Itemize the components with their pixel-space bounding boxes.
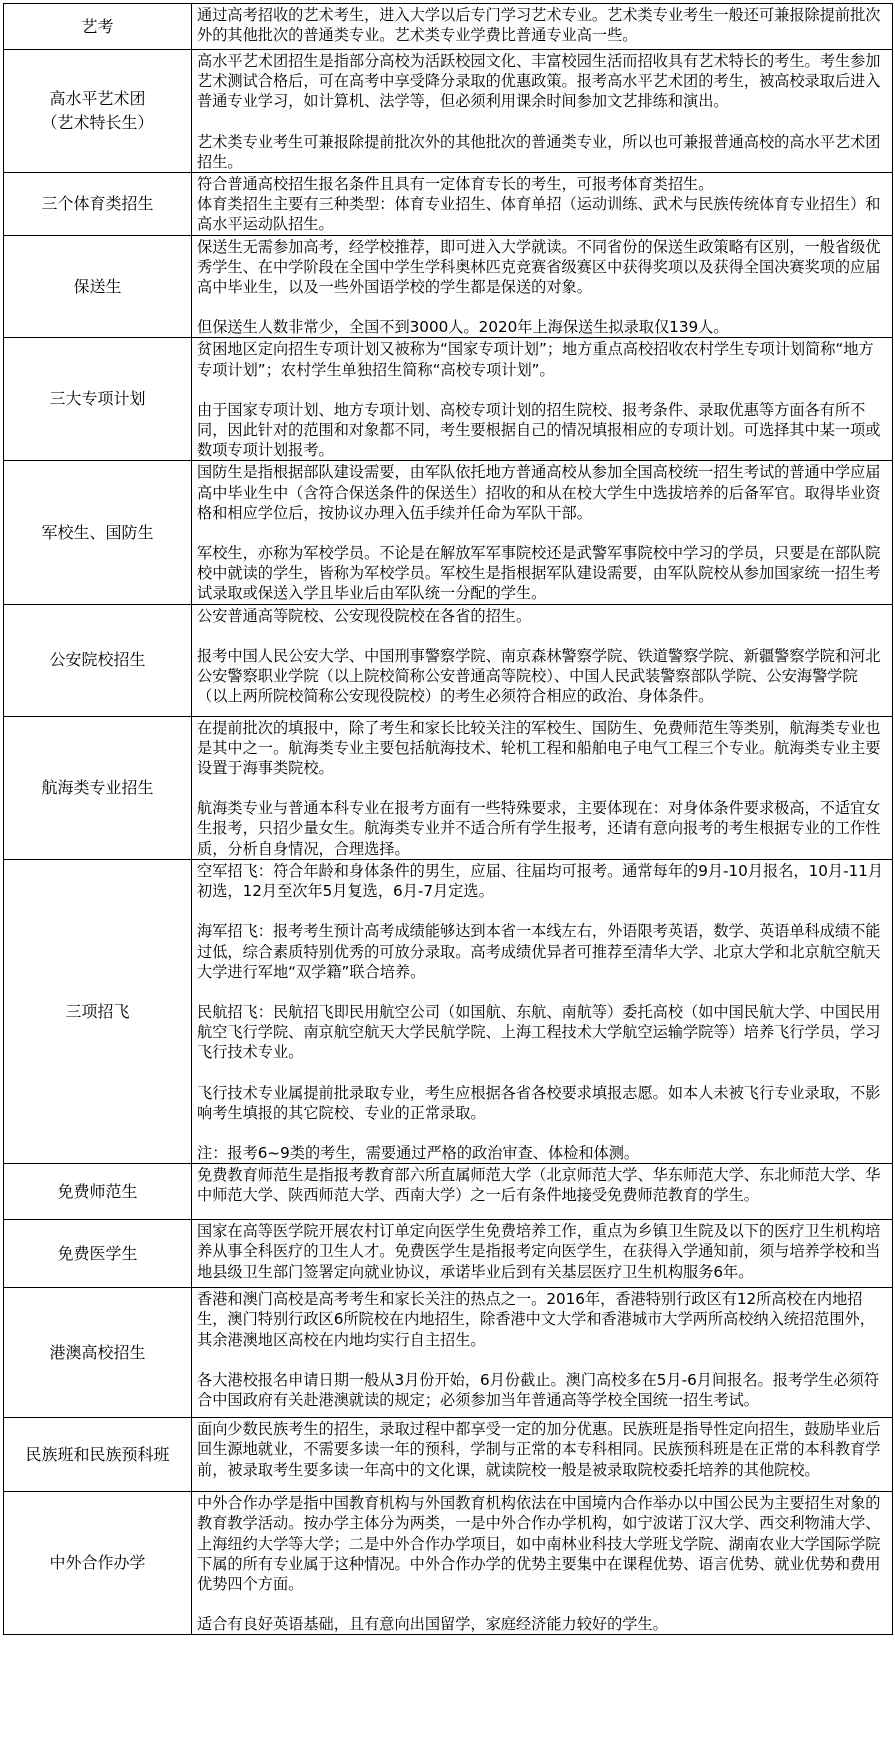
description-paragraph: 由于国家专项计划、地方专项计划、高校专项计划的招生院校、报考条件、录取优惠等方面各有所不同，因此针对的范围和对象都不同，考生要根据自己的情况填报相应的专项计划。可选择其中某一项或数项专项计划报考。 [197, 400, 881, 460]
category-cell: 民族班和民族预科班 [4, 1418, 192, 1492]
description-paragraph: 中外合作办学是指中国教育机构与外国教育机构依法在中国境内合作举办以中国公民为主要招生对象的教育教学活动。按办学主体分为两类，一是中外合作办学机构，如宁波诺丁汉大学、西交利物浦大学、上海纽约大学等大学；二是中外合作办学项目，如中南林业科技大学班戈学院、湖南农业大学国际学院下属的所有专业属于这种情况。中外合作办学的优势主要集中在课程优势、语言优势、就业优势和费用优势四个方面。 [197, 1494, 881, 1593]
description-cell [192, 859, 893, 1163]
category-cell: 艺考 [4, 4, 192, 50]
category-cell: 三个体育类招生 [4, 173, 192, 236]
description-cell [192, 604, 893, 716]
table-row [4, 1164, 893, 1220]
category-cell: 港澳高校招生 [4, 1288, 192, 1418]
table-row [4, 1492, 893, 1635]
paragraph-gap [197, 523, 888, 543]
table-row [4, 50, 893, 173]
table-row [4, 235, 893, 338]
description-paragraph: 民航招飞：民航招飞即民用航空公司（如国航、东航、南航等）委托高校（如中国民航大学、中国民用航空飞行学院、南京航空航天大学民航学院、上海工程技术大学航空运输学院等）培养飞行学员，学习飞行技术专业。 [197, 1002, 881, 1062]
description-paragraph: 注：报考6~9类的考生，需要通过严格的政治审查、体检和体测。 [197, 1143, 640, 1162]
table-row [4, 461, 893, 604]
paragraph-gap [197, 1350, 888, 1370]
category-cell: 军校生、国防生 [4, 461, 192, 604]
category-cell: 航海类专业招生 [4, 716, 192, 859]
category-cell: 免费医学生 [4, 1220, 192, 1288]
category-cell: 三项招飞 [4, 859, 192, 1163]
admission-types-table [3, 3, 893, 1635]
description-paragraph: 贫困地区定向招生专项计划又被称为“国家专项计划”；地方重点高校招收农村学生专项计划简称“地方专项计划”；农村学生单独招生简称“高校专项计划”。 [197, 340, 874, 379]
description-paragraph: 但保送生人数非常少，全国不到3000人。2020年上海保送生拟录取仅139人。 [197, 318, 729, 337]
description-cell [192, 235, 893, 338]
description-paragraph: 符合普通高校招生报名条件且具有一定体育专长的考生，可报考体育类招生。 [197, 175, 714, 194]
description-cell [192, 338, 893, 461]
description-paragraph: 通过高考招收的艺术考生，进入大学以后专门学习艺术专业。艺术类专业考生一般还可兼报除提前批次外的其他批次的普通类专业。艺术类专业学费比普通专业高一些。 [197, 6, 881, 45]
table-row [4, 173, 893, 236]
description-paragraph: 艺术类专业考生可兼报除提前批次外的其他批次的普通类专业，所以也可兼报普通高校的高水平艺术团招生。 [197, 132, 881, 171]
description-paragraph: 国家在高等医学院开展农村订单定向医学生免费培养工作，重点为乡镇卫生院及以下的医疗卫生机构培养从事全科医疗的卫生人才。免费医学生是指报考定向医学生，在获得入学通知前，须与培养学校和当地县级卫生部门签署定向就业协议，承诺毕业后到有关基层医疗卫生机构服务6年。 [197, 1222, 881, 1281]
description-cell [192, 1164, 893, 1220]
paragraph-gap [197, 1123, 888, 1143]
description-cell [192, 4, 893, 50]
category-line: 高水平艺术团 [49, 89, 146, 108]
table-row [4, 338, 893, 461]
description-cell [192, 1492, 893, 1635]
category-cell: 中外合作办学 [4, 1492, 192, 1635]
description-cell [192, 461, 893, 604]
table-row [4, 1220, 893, 1288]
paragraph-gap [197, 1063, 888, 1083]
category-line: （艺术特长生） [41, 113, 154, 132]
paragraph-gap [197, 982, 888, 1002]
table-row [4, 1288, 893, 1418]
table-row [4, 859, 893, 1163]
table-body [4, 4, 893, 1635]
description-paragraph: 国防生是指根据部队建设需要，由军队依托地方普通高校从参加全国高校统一招生考试的普通中学应届高中毕业生中（含符合保送条件的保送生）招收的和从在校大学生中选拔培养的后备军官。取得毕业资格和相应学位后，按协议办理入伍手续并任命为军队干部。 [197, 463, 881, 522]
category-cell: 三大专项计划 [4, 338, 192, 461]
description-paragraph: 海军招飞：报考考生预计高考成绩能够达到本省一本线左右，外语限考英语，数学、英语单科成绩不能过低，综合素质特别优秀的可放分录取。高考成绩优异者可推荐至清华大学、北京大学和北京航空航天大学进行军地“双学籍”联合培养。 [197, 922, 881, 981]
description-paragraph: 飞行技术专业属提前批录取专业，考生应根据各省各校要求填报志愿。如本人未被飞行专业录取，不影响考生填报的其它院校、专业的正常录取。 [197, 1083, 881, 1122]
description-cell [192, 50, 893, 173]
description-paragraph: 免费教育师范生是指报考教育部六所直属师范大学（北京师范大学、华东师范大学、东北师范大学、华中师范大学、陕西师范大学、西南大学）之一后有条件地接受免费师范教育的学生。 [197, 1166, 881, 1205]
table-row [4, 716, 893, 859]
description-paragraph: 各大港校报名申请日期一般从3月份开始，6月份截止。澳门高校多在5月-6月间报名。报考学生必须符合中国政府有关赴港澳就读的规定；必须参加当年普通高等学校全国统一招生考试。 [197, 1370, 880, 1409]
paragraph-gap [197, 778, 888, 798]
paragraph-gap [197, 626, 888, 646]
paragraph-gap [197, 901, 888, 921]
category-cell: 保送生 [4, 235, 192, 338]
description-cell [192, 1288, 893, 1418]
description-paragraph: 保送生无需参加高考，经学校推荐，即可进入大学就读。不同省份的保送生政策略有区别，一般省级优秀学生、在中学阶段在全国中学生学科奥林匹克竞赛省级赛区中获得奖项以及获得全国决赛奖项的应届高中毕业生，以及一些外国语学校的学生都是保送的对象。 [197, 237, 881, 297]
table-row [4, 4, 893, 50]
description-cell [192, 1418, 893, 1492]
description-paragraph: 军校生，亦称为军校学员。不论是在解放军军事院校还是武警军事院校中学习的学员，只要是在部队院校中就读的学生，皆称为军校学员。军校生是指根据军队建设需要，由军队院校从参加国家统一招生考试录取或保送入学且毕业后由军队统一分配的学生。 [197, 544, 881, 603]
description-cell [192, 716, 893, 859]
description-cell [192, 1220, 893, 1288]
description-paragraph: 香港和澳门高校是高考考生和家长关注的热点之一。2016年，香港特别行政区有12所高校在内地招生，澳门特别行政区6所院校在内地招生，除香港中文大学和香港城市大学两所高校纳入统招范围外，其余港澳地区高校在内地均实行自主招生。 [197, 1290, 875, 1349]
description-paragraph: 空军招飞：符合年龄和身体条件的男生，应届、往届均可报考。通常每年的9月-10月报名，10月-11月初选，12月至次年5月复选，6月-7月定选。 [197, 861, 884, 901]
description-paragraph: 高水平艺术团招生是指部分高校为活跃校园文化、丰富校园生活而招收具有艺术特长的考生。考生参加艺术测试合格后，可在高考中享受降分录取的优惠政策。报考高水平艺术团的考生，被高校录取后进入普通专业学习，如计算机、法学等，但必须利用课余时间参加文艺排练和演出。 [197, 52, 881, 111]
paragraph-gap [197, 1594, 888, 1614]
category-cell: 免费师范生 [4, 1164, 192, 1220]
description-paragraph: 在提前批次的填报中，除了考生和家长比较关注的军校生、国防生、免费师范生等类别，航海类专业也是其中之一。航海类专业主要包括航海技术、轮机工程和船舶电子电气工程三个专业。航海类专业主要设置于海事类院校。 [197, 718, 881, 778]
description-paragraph: 报考中国人民公安大学、中国刑事警察学院、南京森林警察学院、铁道警察学院、新疆警察学院和河北公安警察职业学院（以上院校简称公安普通高等院校）、中国人民武装警察部队学院、公安海警学院（以上两所院校简称公安现役院校）的考生必须符合相应的政治、身体条件。 [197, 646, 881, 706]
description-paragraph: 体育类招生主要有三种类型：体育专业招生、体育单招（运动训练、武术与民族传统体育专业招生）和高水平运动队招生。 [197, 195, 881, 234]
description-cell [192, 173, 893, 236]
paragraph-gap [197, 112, 888, 132]
description-paragraph: 适合有良好英语基础，且有意向出国留学，家庭经济能力较好的学生。 [197, 1615, 668, 1634]
table-row [4, 1418, 893, 1492]
table-row [4, 604, 893, 716]
category-cell: 公安院校招生 [4, 604, 192, 716]
paragraph-gap [197, 380, 888, 400]
description-paragraph: 公安普通高等院校、公安现役院校在各省的招生。 [197, 606, 532, 625]
category-cell [4, 50, 192, 173]
description-paragraph: 航海类专业与普通本科专业在报考方面有一些特殊要求，主要体现在：对身体条件要求极高，不适宜女生报考，只招少量女生。航海类专业并不适合所有学生报考，还请有意向报考的考生根据专业的工作性质，分析自身情况，合理选择。 [197, 799, 881, 858]
description-paragraph: 面向少数民族考生的招生，录取过程中都享受一定的加分优惠。民族班是指导性定向招生，鼓励毕业后回生源地就业，不需要多读一年的预科，学制与正常的本专科相同。民族预科班是在正常的本科教育学前，被录取考生要多读一年高中的文化课，就读院校一般是被录取院校委托培养的其他院校。 [197, 1420, 881, 1479]
paragraph-gap [197, 297, 888, 317]
